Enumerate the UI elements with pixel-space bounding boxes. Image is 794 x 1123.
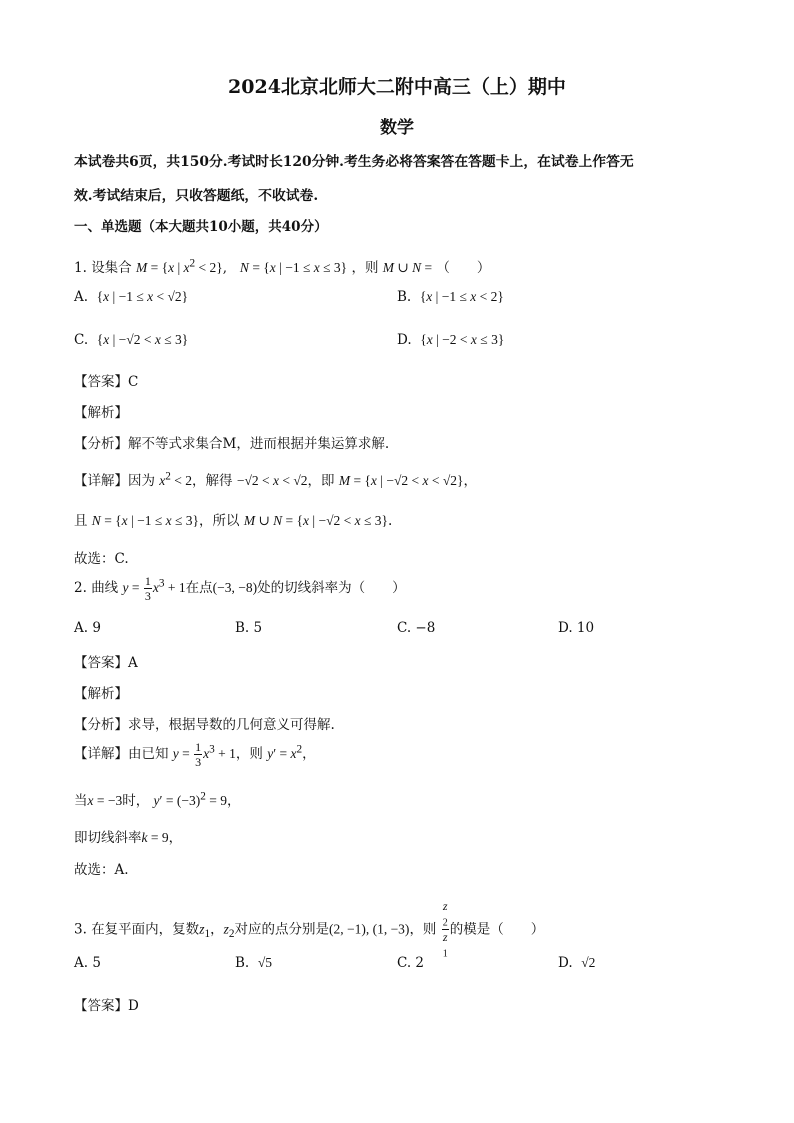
instructions-line-2: 效.考试结束后，只收答题纸，不收试卷. (74, 188, 319, 204)
conclusion-line: 故选：C. (74, 551, 129, 567)
answer-tag: 【答案】 (74, 374, 128, 390)
question-2-stem: 2. 曲线 y = $\frac{1}{3}$ $x^3 + 1$在点(−3, −8)处的切线斜率为（ ） (74, 574, 406, 603)
option-a: A. 5 (74, 955, 101, 971)
answer-tag: 【答案】 (74, 998, 128, 1014)
analysis-tag: 【解析】 (74, 686, 128, 702)
conclusion-line: 故选：A. (74, 862, 129, 878)
option-a: A. {x | −1 ≤ x < √2} (74, 289, 189, 305)
option-c: C. −8 (397, 620, 436, 636)
detail-line-3: 即切线斜率k = 9， (74, 830, 183, 846)
option-b: B. √5 (235, 955, 272, 971)
detail-line-2: 当x = −3时， $y' = (-3)^2 = 9$， (74, 790, 241, 809)
question-number: 3. (74, 921, 87, 938)
subject-heading: 数学 (380, 118, 414, 138)
option-c: C. 2 (397, 955, 425, 971)
answer-line (74, 370, 138, 390)
option-b: B. 5 (235, 620, 263, 636)
question-number: 2. (74, 580, 87, 596)
answer-tag: 【答案】 (74, 655, 128, 671)
instructions-line-1: 本试卷共6页，共150分.考试时长120分钟.考生务必将答案答在答题卡上，在试卷上作答无 (74, 154, 634, 170)
option-c: C. {x | −√2 < x ≤ 3} (74, 332, 189, 348)
answer-line (74, 651, 138, 671)
option-d: D. {x | −2 < x ≤ 3} (397, 332, 505, 348)
question-number: 1. (74, 260, 87, 276)
answer-line (74, 994, 139, 1014)
answer-value: A (128, 655, 138, 671)
set-n-definition: N (239, 260, 249, 275)
set-m-definition: M (135, 260, 148, 275)
fenxi-line: 【分析】求导，根据导数的几何意义可得解. (74, 717, 335, 733)
option-d: D. √2 (558, 955, 596, 971)
analysis-tag: 【解析】 (74, 405, 128, 421)
question-3-stem: 3. 在复平面内，复数$z_1$，$z_2$对应的点分别是(2, −1), (1, −3)，则 z $_2$ z $_1$ 的模是（ ） (74, 899, 545, 960)
answer-value: D (128, 998, 139, 1014)
detail-line-1: 【详解】因为 $x^2 < 2$，解得 −√2 < x < √2，即 M = {x | −√2 < x < √2}， (74, 470, 478, 489)
option-a: A. 9 (74, 620, 101, 636)
section-heading: 一、单选题（本大题共10小题，共40分） (74, 219, 328, 235)
detail-line-1: 【详解】由已知 y = $\frac{1}{3}$ $x^3 + 1$，则 $y' = x^2$， (74, 740, 316, 769)
option-b: B. {x | −1 ≤ x < 2} (397, 289, 504, 305)
question-1-stem: 1. 设集合 M = {x | $x^2 < 2$}, N = {x | −1 ≤ x ≤ 3} ，则 M ∪ N = （ ） (74, 257, 491, 276)
answer-value: C (128, 374, 139, 390)
detail-line-2: 且 N = {x | −1 ≤ x ≤ 3}，所以 M ∪ N = {x | −√2 < x ≤ 3}. (74, 513, 393, 529)
document-title: 2024北京北师大二附中高三（上）期中 (228, 76, 566, 98)
option-d: D. 10 (558, 620, 595, 636)
fenxi-line: 【分析】解不等式求集合M，进而根据并集运算求解. (74, 436, 390, 452)
